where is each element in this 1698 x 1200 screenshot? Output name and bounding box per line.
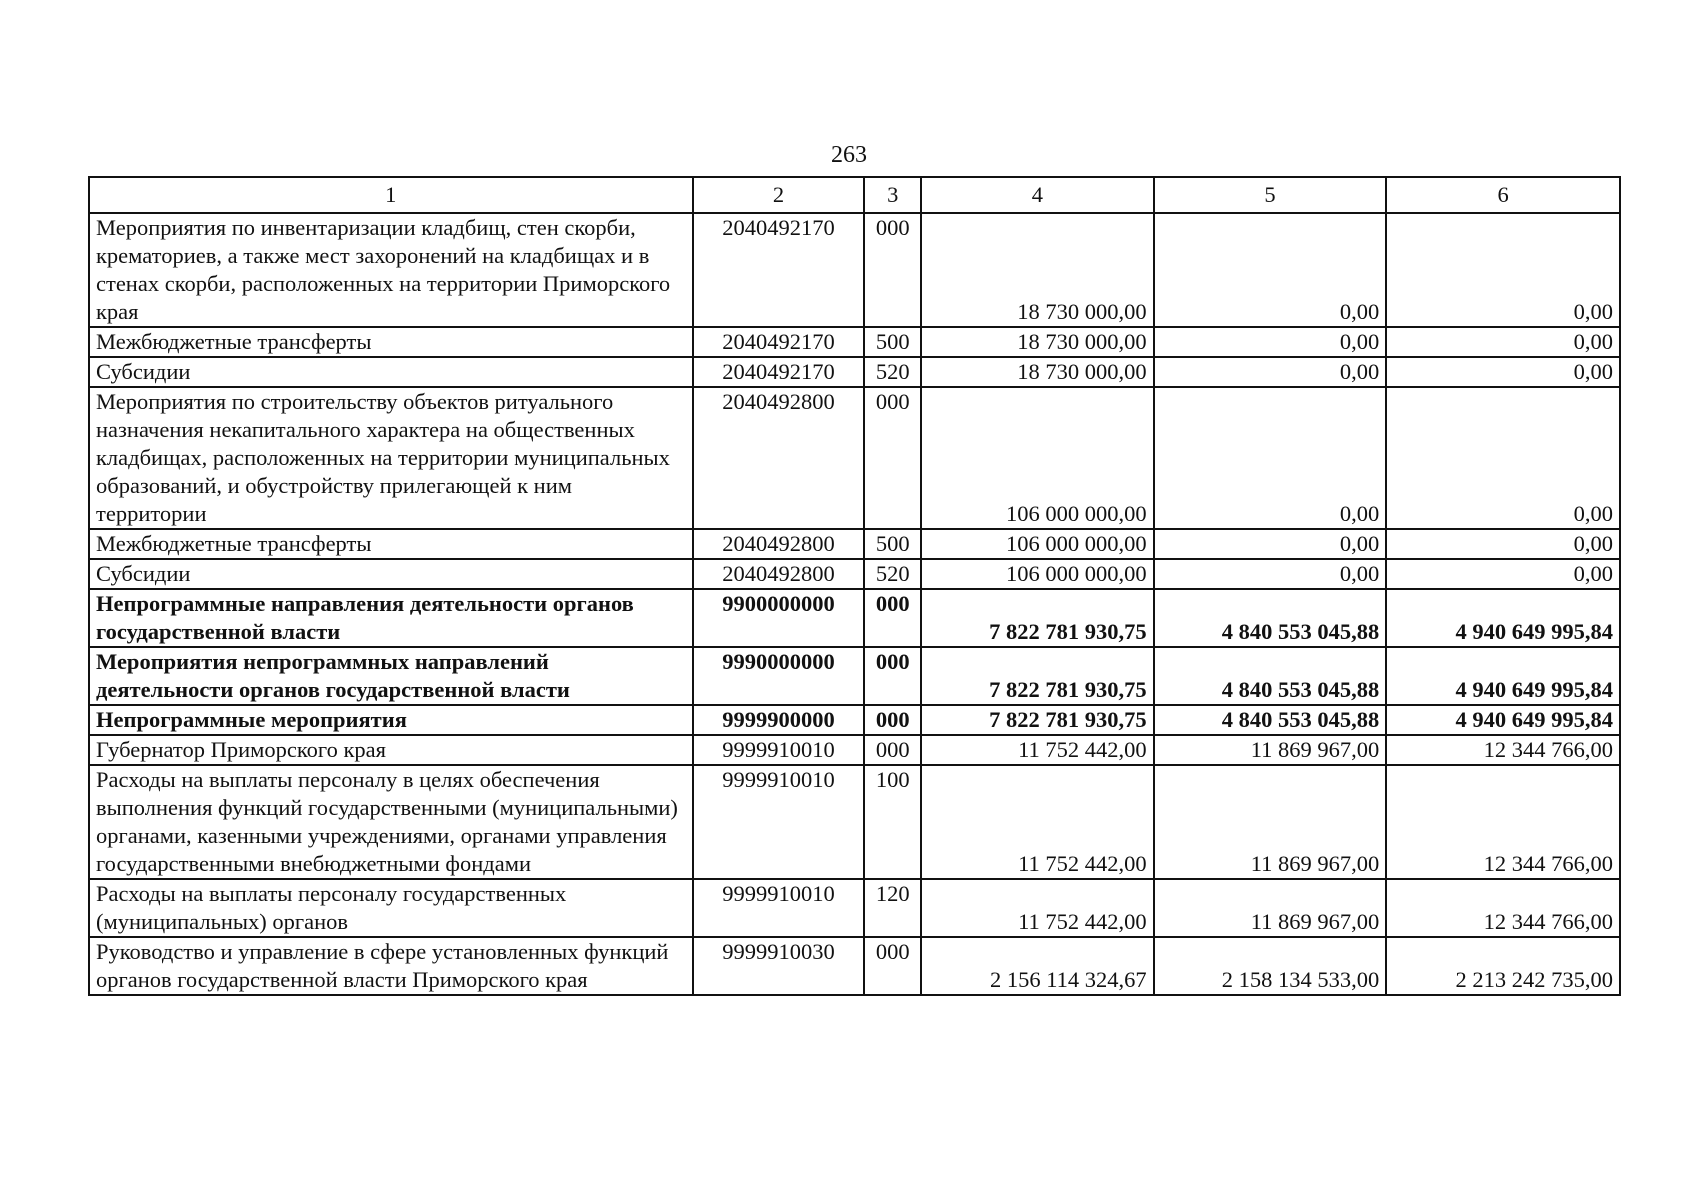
row-code-cell: 2040492170: [693, 327, 865, 357]
row-name-cell: Руководство и управление в сфере установленных функций органов государственной власти Приморского края: [89, 937, 693, 995]
header-cell-6: 6: [1386, 177, 1620, 213]
row-code-cell: 9999910010: [693, 765, 865, 879]
row-amount-year1-cell: 18 730 000,00: [921, 213, 1154, 327]
row-name-cell: Мероприятия непрограммных направлений деятельности органов государственной власти: [89, 647, 693, 705]
row-expense-type-cell: 000: [864, 387, 921, 529]
row-amount-year1-cell: 11 752 442,00: [921, 735, 1154, 765]
row-name-cell: Расходы на выплаты персоналу государственных (муниципальных) органов: [89, 879, 693, 937]
row-amount-year2-cell: 4 840 553 045,88: [1154, 705, 1387, 735]
row-name-cell: Межбюджетные трансферты: [89, 327, 693, 357]
row-amount-year1-cell: 18 730 000,00: [921, 357, 1154, 387]
row-name-cell: Субсидии: [89, 357, 693, 387]
row-expense-type-cell: 100: [864, 765, 921, 879]
row-name-cell: Мероприятия по строительству объектов ритуального назначения некапитального характера на общественных кладбищах, расположенных на территории муниципальных образований, и обустройству прилегающей к ним территории: [89, 387, 693, 529]
table-row: [89, 937, 1620, 995]
row-amount-year1-cell: 2 156 114 324,67: [921, 937, 1154, 995]
table-row: [89, 705, 1620, 735]
row-expense-type-cell: 000: [864, 735, 921, 765]
row-expense-type-cell: 000: [864, 213, 921, 327]
table-row: [89, 647, 1620, 705]
table-row: [89, 529, 1620, 559]
row-amount-year2-cell: 0,00: [1154, 559, 1387, 589]
row-amount-year1-cell: 11 752 442,00: [921, 879, 1154, 937]
table-row: [89, 213, 1620, 327]
row-amount-year2-cell: 11 869 967,00: [1154, 879, 1387, 937]
row-code-cell: 2040492800: [693, 529, 865, 559]
row-code-cell: 2040492800: [693, 387, 865, 529]
header-cell-2: 2: [693, 177, 865, 213]
row-amount-year2-cell: 2 158 134 533,00: [1154, 937, 1387, 995]
row-amount-year2-cell: 11 869 967,00: [1154, 735, 1387, 765]
row-expense-type-cell: 500: [864, 327, 921, 357]
row-amount-year1-cell: 11 752 442,00: [921, 765, 1154, 879]
row-amount-year3-cell: 0,00: [1386, 213, 1620, 327]
row-name-cell: Расходы на выплаты персоналу в целях обеспечения выполнения функций государственными (муниципальными) органами, казенными учреждениями, органами управления государственными внебюджетными фондами: [89, 765, 693, 879]
row-amount-year1-cell: 106 000 000,00: [921, 387, 1154, 529]
table-row: [89, 327, 1620, 357]
header-cell-3: 3: [864, 177, 921, 213]
row-code-cell: 9999910030: [693, 937, 865, 995]
row-code-cell: 9990000000: [693, 647, 865, 705]
page-number: 263: [831, 142, 867, 168]
row-amount-year2-cell: 0,00: [1154, 387, 1387, 529]
row-name-cell: Межбюджетные трансферты: [89, 529, 693, 559]
table-header-row: [89, 177, 1620, 213]
header-cell-5: 5: [1154, 177, 1387, 213]
table-row: [89, 735, 1620, 765]
row-expense-type-cell: 520: [864, 357, 921, 387]
row-amount-year3-cell: 2 213 242 735,00: [1386, 937, 1620, 995]
row-amount-year3-cell: 4 940 649 995,84: [1386, 647, 1620, 705]
row-amount-year3-cell: 4 940 649 995,84: [1386, 705, 1620, 735]
row-expense-type-cell: 520: [864, 559, 921, 589]
row-expense-type-cell: 000: [864, 937, 921, 995]
row-expense-type-cell: 000: [864, 647, 921, 705]
row-amount-year3-cell: 0,00: [1386, 529, 1620, 559]
row-expense-type-cell: 500: [864, 529, 921, 559]
budget-table: [88, 176, 1621, 996]
table-row: [89, 589, 1620, 647]
row-name-cell: Мероприятия по инвентаризации кладбищ, стен скорби, крематориев, а также мест захоронений на кладбищах и в стенах скорби, расположенных на территории Приморского края: [89, 213, 693, 327]
row-amount-year2-cell: 0,00: [1154, 213, 1387, 327]
row-amount-year2-cell: 0,00: [1154, 327, 1387, 357]
row-amount-year2-cell: 0,00: [1154, 357, 1387, 387]
table-row: [89, 559, 1620, 589]
row-amount-year3-cell: 0,00: [1386, 327, 1620, 357]
row-code-cell: 9900000000: [693, 589, 865, 647]
table-row: [89, 387, 1620, 529]
row-name-cell: Непрограммные мероприятия: [89, 705, 693, 735]
row-name-cell: Непрограммные направления деятельности органов государственной власти: [89, 589, 693, 647]
row-code-cell: 9999910010: [693, 879, 865, 937]
row-code-cell: 9999900000: [693, 705, 865, 735]
row-name-cell: Губернатор Приморского края: [89, 735, 693, 765]
row-amount-year1-cell: 106 000 000,00: [921, 559, 1154, 589]
row-amount-year2-cell: 4 840 553 045,88: [1154, 589, 1387, 647]
row-amount-year2-cell: 4 840 553 045,88: [1154, 647, 1387, 705]
row-amount-year1-cell: 7 822 781 930,75: [921, 705, 1154, 735]
row-amount-year1-cell: 18 730 000,00: [921, 327, 1154, 357]
header-cell-4: 4: [921, 177, 1154, 213]
header-cell-1: 1: [89, 177, 693, 213]
row-amount-year3-cell: 4 940 649 995,84: [1386, 589, 1620, 647]
row-expense-type-cell: 120: [864, 879, 921, 937]
row-name-cell: Субсидии: [89, 559, 693, 589]
row-amount-year2-cell: 11 869 967,00: [1154, 765, 1387, 879]
row-amount-year3-cell: 0,00: [1386, 387, 1620, 529]
row-code-cell: 2040492170: [693, 213, 865, 327]
table-row: [89, 879, 1620, 937]
row-code-cell: 2040492800: [693, 559, 865, 589]
row-amount-year3-cell: 12 344 766,00: [1386, 735, 1620, 765]
row-amount-year1-cell: 7 822 781 930,75: [921, 647, 1154, 705]
row-amount-year3-cell: 12 344 766,00: [1386, 765, 1620, 879]
row-expense-type-cell: 000: [864, 705, 921, 735]
row-amount-year3-cell: 0,00: [1386, 559, 1620, 589]
row-expense-type-cell: 000: [864, 589, 921, 647]
table-row: [89, 765, 1620, 879]
row-amount-year1-cell: 106 000 000,00: [921, 529, 1154, 559]
table-row: [89, 357, 1620, 387]
row-amount-year3-cell: 0,00: [1386, 357, 1620, 387]
row-amount-year1-cell: 7 822 781 930,75: [921, 589, 1154, 647]
row-amount-year3-cell: 12 344 766,00: [1386, 879, 1620, 937]
row-code-cell: 9999910010: [693, 735, 865, 765]
row-amount-year2-cell: 0,00: [1154, 529, 1387, 559]
row-code-cell: 2040492170: [693, 357, 865, 387]
